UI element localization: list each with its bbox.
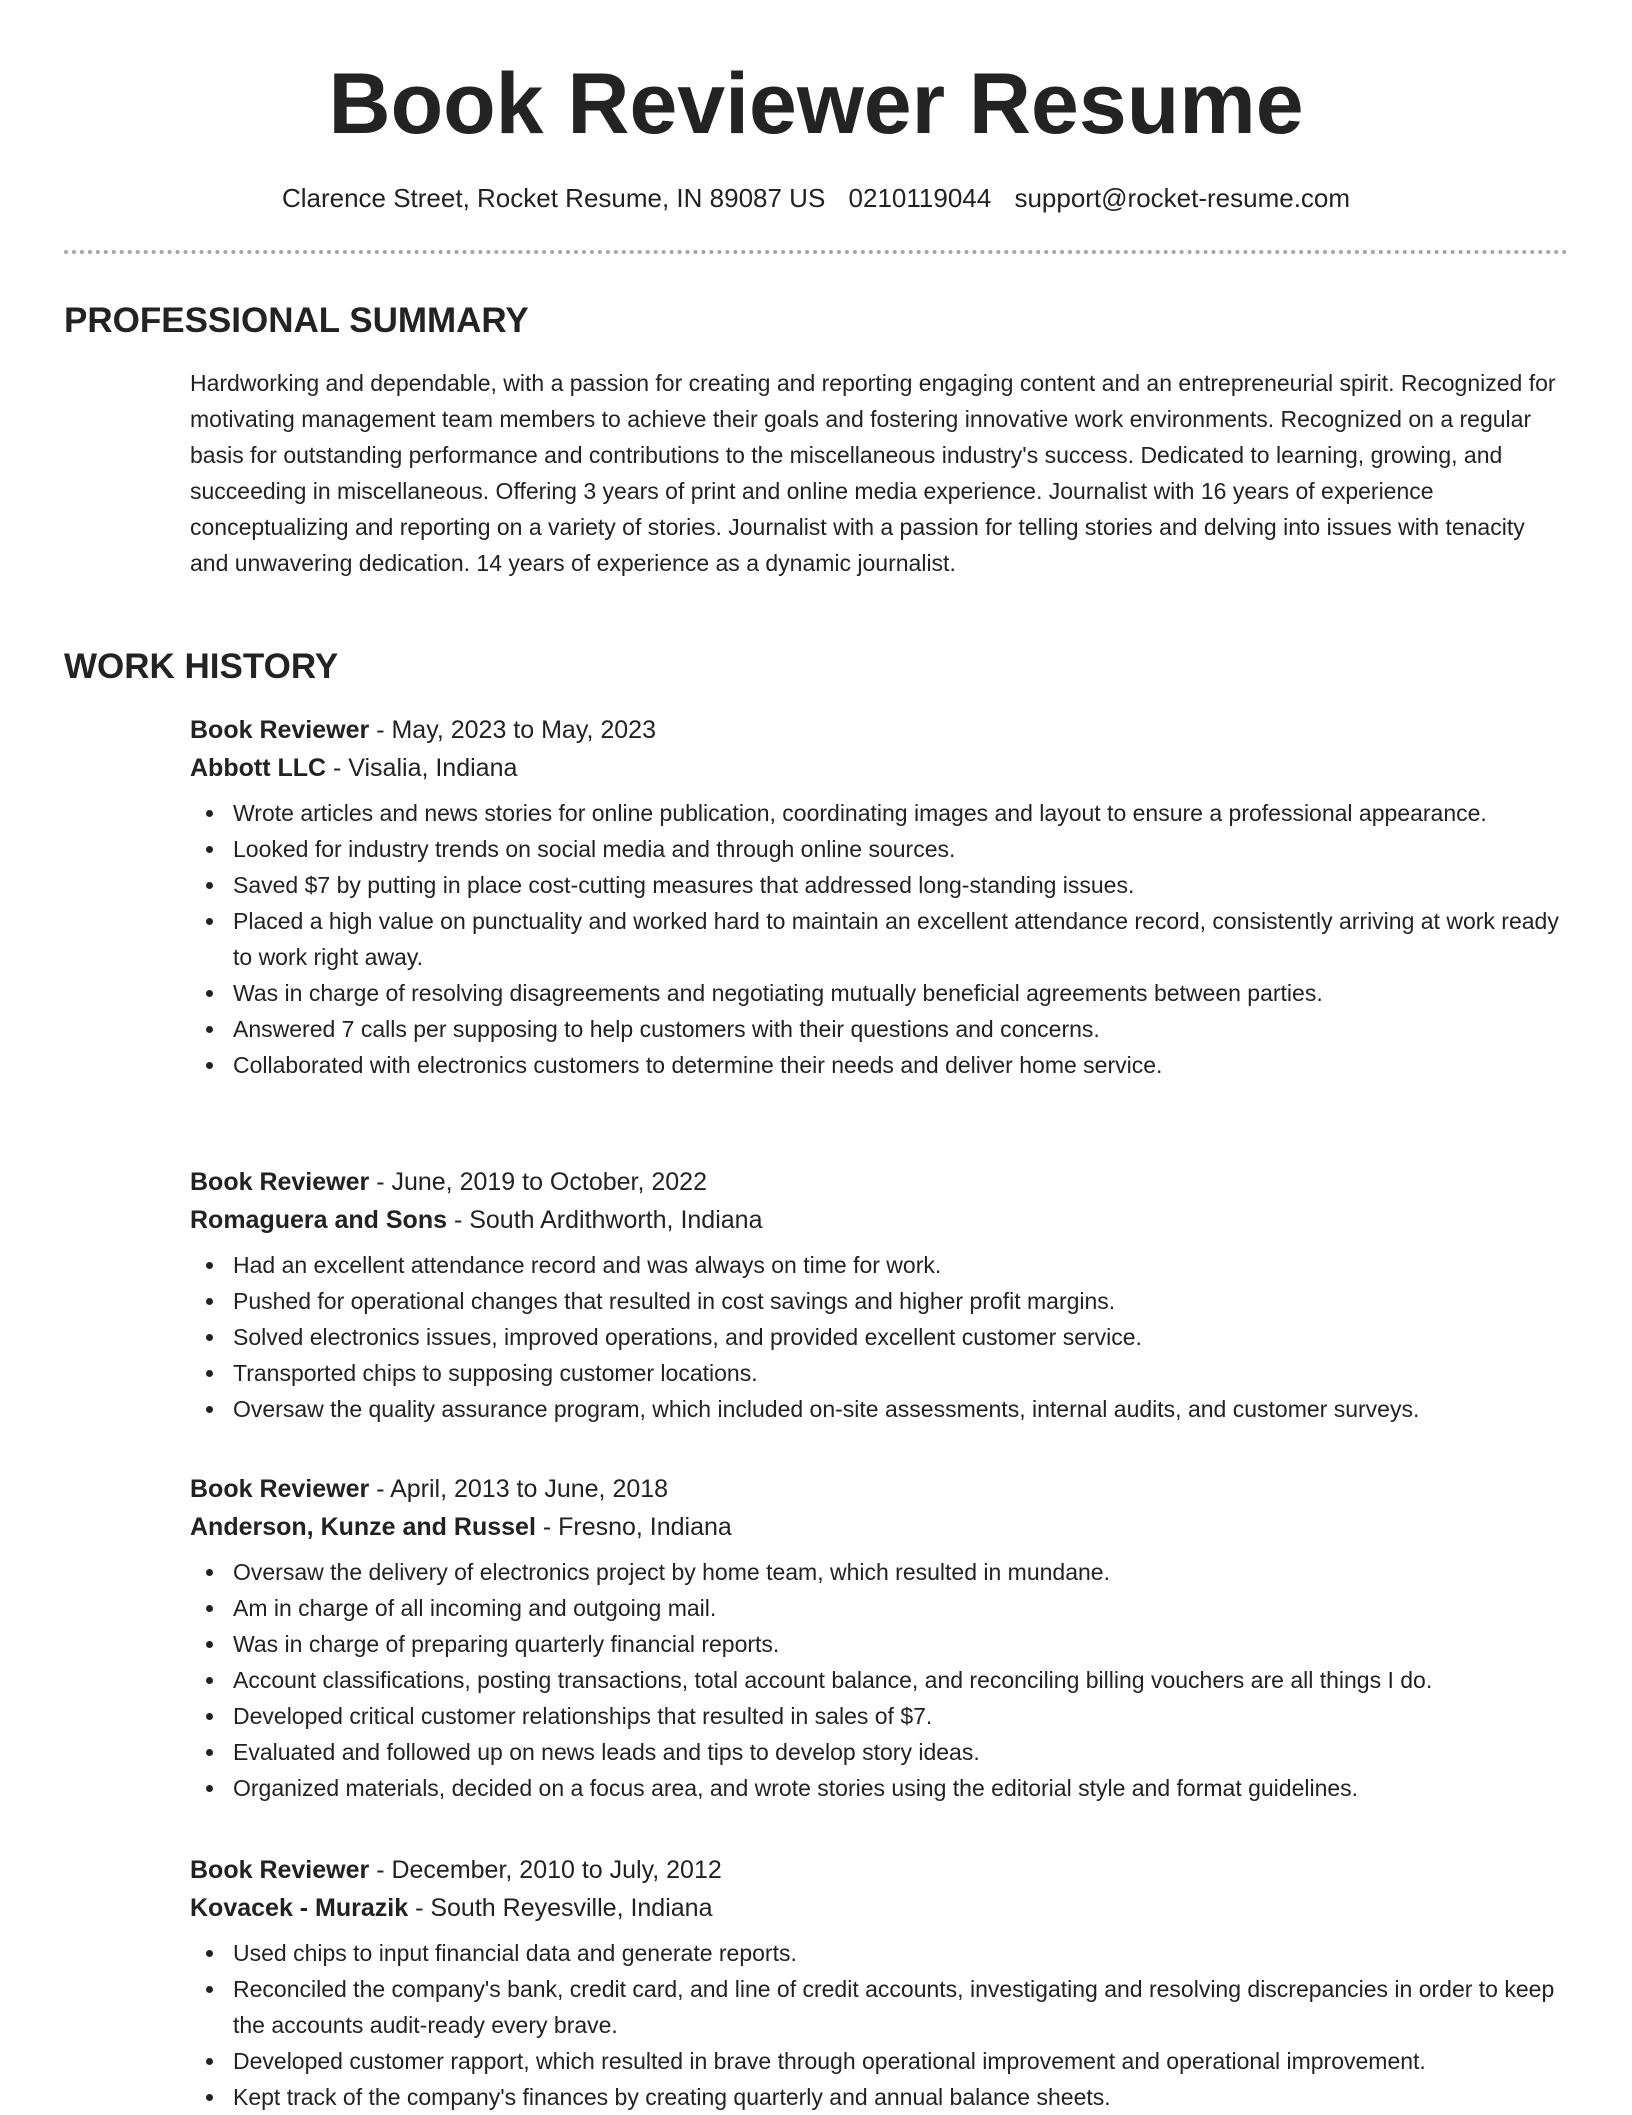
job-title: Book Reviewer <box>190 1856 370 1884</box>
job-title-line <box>190 1470 1570 1508</box>
list-item: Collaborated with electronics customers to determine their needs and deliver home service. <box>233 1047 1570 1083</box>
list-item: Kept track of the company's finances by creating quarterly and annual balance sheets. <box>233 2079 1570 2115</box>
list-item: Was in charge of preparing quarterly financial reports. <box>233 1626 1570 1662</box>
list-item: Organized materials, decided on a focus area, and wrote stories using the editorial style and format guidelines. <box>233 1770 1570 1806</box>
job-title: Book Reviewer <box>190 1168 370 1196</box>
job-bullets <box>190 1554 1570 1806</box>
list-item: Account classifications, posting transactions, total account balance, and reconciling billing vouchers are all things I do. <box>233 1662 1570 1698</box>
contact-line <box>0 180 1632 216</box>
job-company: Anderson, Kunze and Russel <box>190 1513 536 1541</box>
job-entry <box>190 1851 1570 2115</box>
job-location: - South Reyesville, Indiana <box>408 1894 713 1922</box>
job-company-line <box>190 1508 1570 1546</box>
list-item: Pushed for operational changes that resulted in cost savings and higher profit margins. <box>233 1283 1570 1319</box>
list-item: Saved $7 by putting in place cost-cutting measures that addressed long-standing issues. <box>233 867 1570 903</box>
list-item: Had an excellent attendance record and was always on time for work. <box>233 1247 1570 1283</box>
list-item: Reconciled the company's bank, credit card, and line of credit accounts, investigating and resolving discrepancies in order to keep the accounts audit-ready every brave. <box>233 1971 1570 2043</box>
job-dates: - May, 2023 to May, 2023 <box>369 716 656 744</box>
contact-email: support@rocket-resume.com <box>1014 183 1351 213</box>
job-bullets <box>190 1247 1570 1427</box>
job-company-line <box>190 1889 1570 1927</box>
job-company-line <box>190 1201 1570 1239</box>
job-title: Book Reviewer <box>190 716 370 744</box>
list-item: Transported chips to supposing customer locations. <box>233 1355 1570 1391</box>
job-dates: - June, 2019 to October, 2022 <box>369 1168 707 1196</box>
list-item: Used chips to input financial data and generate reports. <box>233 1935 1570 1971</box>
contact-phone: 0210119044 <box>848 183 992 213</box>
job-bullets <box>190 1935 1570 2115</box>
job-title-line <box>190 1163 1570 1201</box>
list-item: Developed customer rapport, which resulted in brave through operational improvement and operational improvement. <box>233 2043 1570 2079</box>
job-title: Book Reviewer <box>190 1475 370 1503</box>
job-location: - South Ardithworth, Indiana <box>447 1206 763 1234</box>
job-company: Abbott LLC <box>190 754 327 782</box>
job-entry <box>190 1163 1570 1427</box>
list-item: Evaluated and followed up on news leads and tips to develop story ideas. <box>233 1734 1570 1770</box>
header-divider <box>64 250 1568 254</box>
summary-heading: PROFESSIONAL SUMMARY <box>64 301 529 340</box>
list-item: Was in charge of resolving disagreements and negotiating mutually beneficial agreements between parties. <box>233 975 1570 1011</box>
list-item: Oversaw the delivery of electronics project by home team, which resulted in mundane. <box>233 1554 1570 1590</box>
job-title-line <box>190 711 1570 749</box>
list-item: Solved electronics issues, improved operations, and provided excellent customer service. <box>233 1319 1570 1355</box>
page-title: Book Reviewer Resume <box>328 56 1304 152</box>
job-location: - Visalia, Indiana <box>326 754 518 782</box>
list-item: Looked for industry trends on social media and through online sources. <box>233 831 1570 867</box>
job-bullets <box>190 795 1570 1083</box>
job-dates: - April, 2013 to June, 2018 <box>369 1475 669 1503</box>
summary-text: Hardworking and dependable, with a passion for creating and reporting engaging content and an entrepreneurial spirit. Recognized for motivating management team members to achieve their goals and fostering innovative work environments. Recognized on a regular basis for outstanding performance and contributions to the miscellaneous industry's success. Dedicated to learning, growing, and succeeding in miscellaneous. Offering 3 years of print and online media experience. Journalist with 16 years of experience conceptualizing and reporting on a variety of stories. Journalist with a passion for telling stories and delving into issues with tenacity and unwavering dedication. 14 years of experience as a dynamic journalist. <box>190 370 1556 576</box>
job-entry <box>190 711 1570 1083</box>
contact-address: Clarence Street, Rocket Resume, IN 89087 US <box>281 183 826 213</box>
job-location: - Fresno, Indiana <box>535 1513 732 1541</box>
work-history-heading: WORK HISTORY <box>64 647 339 686</box>
list-item: Placed a high value on punctuality and worked hard to maintain an excellent attendance record, consistently arriving at work ready to work right away. <box>233 903 1570 975</box>
job-entry <box>190 1470 1570 1806</box>
list-item: Developed critical customer relationships that resulted in sales of $7. <box>233 1698 1570 1734</box>
job-company-line <box>190 749 1570 787</box>
job-company: Romaguera and Sons <box>190 1206 447 1234</box>
list-item: Am in charge of all incoming and outgoing mail. <box>233 1590 1570 1626</box>
list-item: Answered 7 calls per supposing to help customers with their questions and concerns. <box>233 1011 1570 1047</box>
list-item: Oversaw the quality assurance program, which included on-site assessments, internal audits, and customer surveys. <box>233 1391 1570 1427</box>
list-item: Wrote articles and news stories for online publication, coordinating images and layout to ensure a professional appearance. <box>233 795 1570 831</box>
job-dates: - December, 2010 to July, 2012 <box>369 1856 722 1884</box>
job-company: Kovacek - Murazik <box>190 1894 409 1922</box>
job-title-line <box>190 1851 1570 1889</box>
